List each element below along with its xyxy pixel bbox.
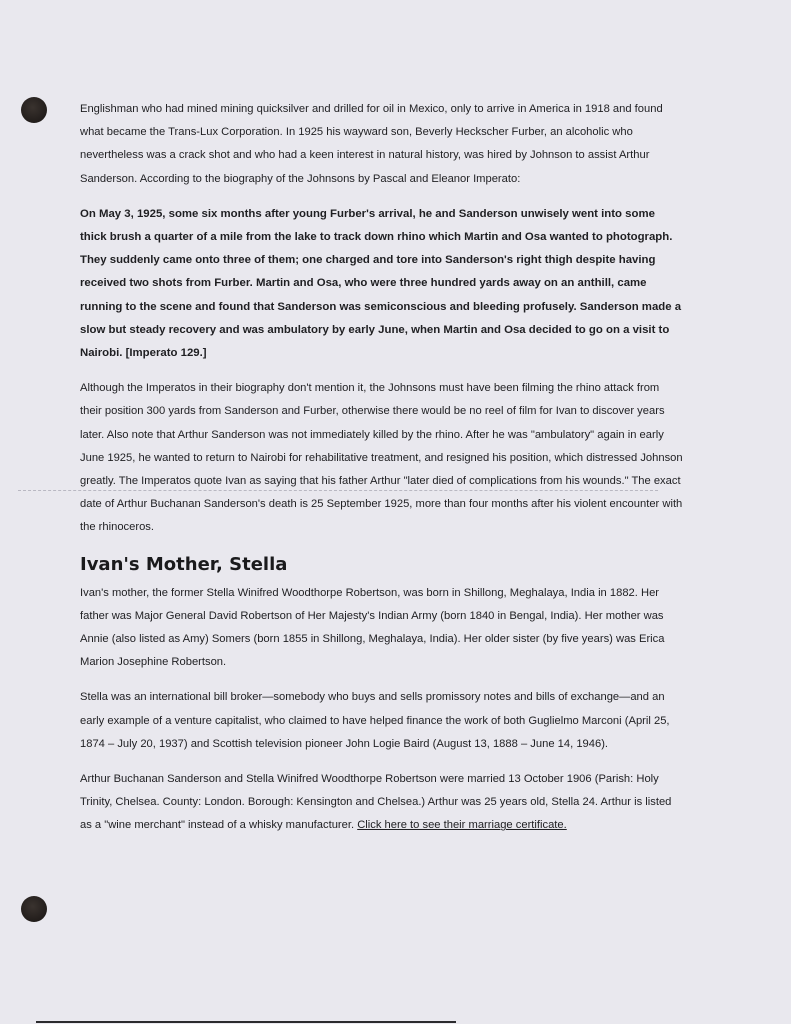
stella-broker-paragraph: Stella was an international bill broker—somebody who buys and sells promissory notes and bills of exchange—and an early example of a venture capitalist, who claimed to have helped finance the work of both Guglielmo Marconi (April 25, 1874 – July 20, 1937) and Scottish television pioneer John Logie Baird (August 13, 1888 – June 14, 1946). [80,691,670,750]
punch-hole-top [21,97,47,123]
punch-hole-bottom [21,896,47,922]
marriage-paragraph [80,768,684,838]
intro-paragraph: Englishman who had mined mining quicksilver and drilled for oil in Mexico, only to arrive in America in 1918 and found what became the Trans-Lux Corporation. In 1925 his wayward son, Beverly Heckscher Furber, an alcoholic who nevertheless was a crack shot and who had a keen interest in natural history, was hired by Johnson to assist Arthur Sanderson. According to the biography of the Johnsons by Pascal and Eleanor Imperato: [80,103,663,185]
stella-origin-paragraph: Ivan's mother, the former Stella Winifred Woodthorpe Robertson, was born in Shillong, Meghalaya, India in 1882. Her father was Major General David Robertson of Her Majesty's Indian Army (born 1840 in Bengal, India). Her mother was Annie (also listed as Amy) Somers (born 1855 in Shillong, Meghalaya, India). Her older sister (by five years) was Erica Marion Josephine Robertson. [80,586,665,669]
marriage-text: Arthur Buchanan Sanderson and Stella Winifred Woodthorpe Robertson were married 13 October 1906 (Parish: Holy Trinity, Chelsea. County: London. Borough: Kensington and Chelsea.) Arthur was 25 years old, Stella 24. Arthur is listed as a "wine merchant" instead of a whisky manufacturer. [80,773,672,832]
bottom-edge-line [36,1021,456,1023]
document-body [80,98,684,850]
marriage-certificate-link[interactable]: Click here to see their marriage certificate. [357,819,567,832]
imperato-quote: On May 3, 1925, some six months after young Furber's arrival, he and Sanderson unwisely went into some thick brush a quarter of a mile from the lake to track down rhino which Martin and Osa wanted to photograph. They suddenly came onto three of them; one charged and tore into Sanderson's right thigh despite having received two shots from Furber. Martin and Osa, who were three hundred yards away on an anthill, came running to the scene and found that Sanderson was semiconscious and bleeding profusely. Sanderson made a slow but steady recovery and was ambulatory by early June, when Martin and Osa decided to go on a visit to Nairobi. [Imperato 129.] [80,207,682,360]
section-heading-stella: Ivan's Mother, Stella [80,553,288,575]
rhino-attack-paragraph: Although the Imperatos in their biography don't mention it, the Johnsons must have been filming the rhino attack from their position 300 yards from Sanderson and Furber, otherwise there would be no reel of film for Ivan to discover years later. Also note that Arthur Sanderson was not immediately killed by the rhino. After he was "ambulatory" again in early June 1925, he wanted to return to Nairobi for rehabilitative treatment, and resigned his position, which distressed Johnson greatly. The Imperatos quote Ivan as saying that his father Arthur "later died of complications from his wounds." The exact date of Arthur Buchanan Sanderson's death is 25 September 1925, more than four months after his violent encounter with the rhinoceros. [80,382,683,534]
